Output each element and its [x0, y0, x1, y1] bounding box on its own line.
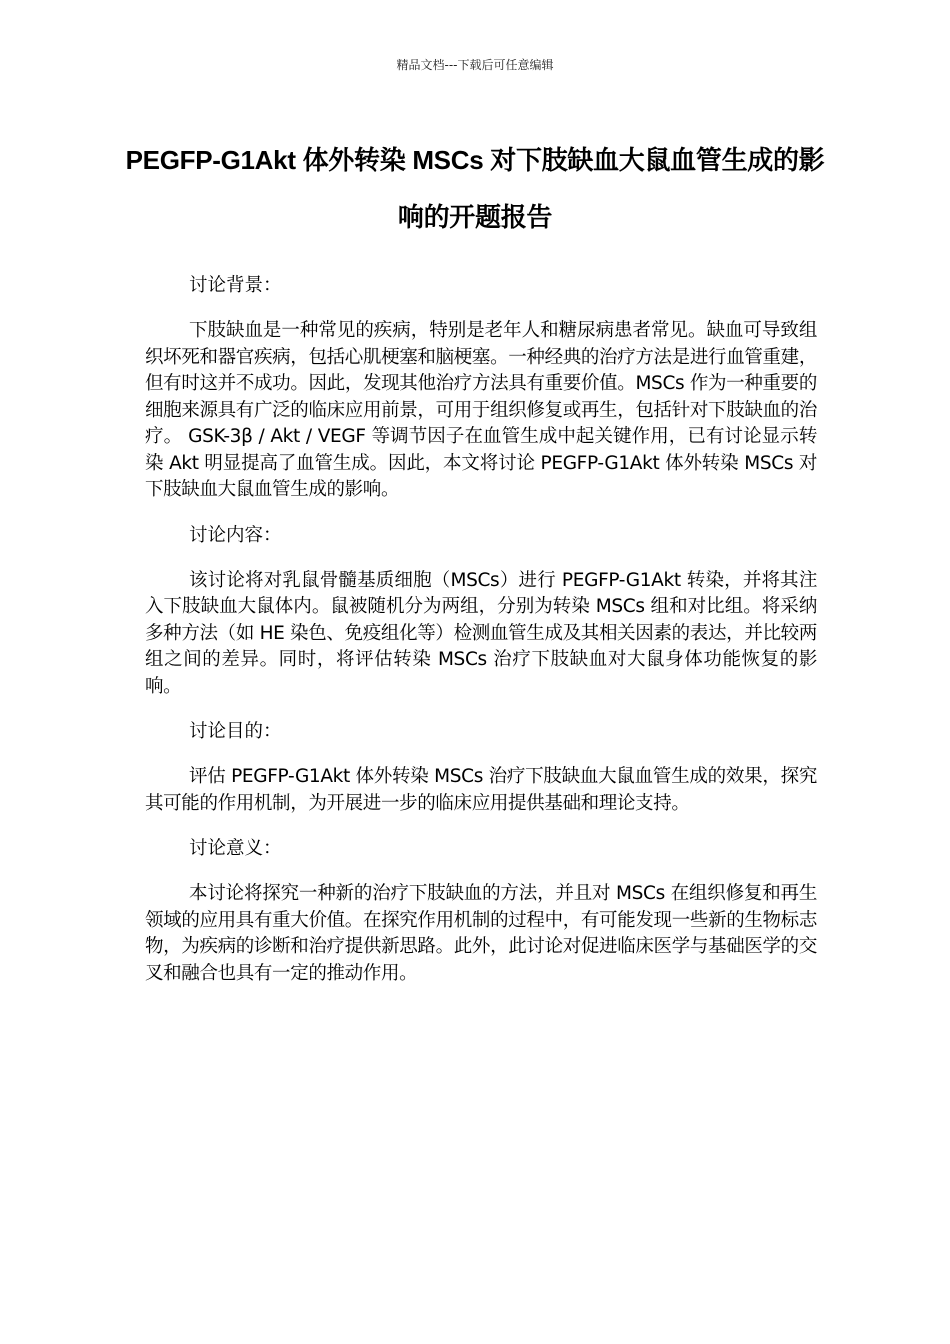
- section-heading-content: 讨论内容：: [189, 524, 282, 546]
- document-title: PEGFP-G1Akt 体外转染 MSCs 对下肢缺血大鼠血管生成的影响的开题报告: [125, 145, 825, 232]
- section-heading-background: 讨论背景：: [189, 275, 282, 296]
- section-content: [145, 522, 817, 701]
- section-purpose: [145, 718, 817, 817]
- paragraph-significance: 本讨论将探究一种新的治疗下肢缺血的方法，并且对 MSCs 在组织修复和再生领域的应用具有重大价值。在探究作用机制的过程中，有可能发现一些新的生物标志物，为疾病的诊断和治疗提供新思路。此外，此讨论对促进临床医学与基础医学的交叉和融合也具有一定的推动作用。: [145, 883, 817, 984]
- section-heading-purpose: 讨论目的：: [189, 721, 282, 742]
- paragraph-background: 下肢缺血是一种常见的疾病，特别是老年人和糖尿病患者常见。缺血可导致组织坏死和器官疾病，包括心肌梗塞和脑梗塞。一种经典的治疗方法是进行血管重建，但有时这并不成功。因此，发现其他治疗方法具有重要价值。MSCs 作为一种重要的细胞来源具有广泛的临床应用前景，可用于组织修复或再生，包括针对下肢缺血的治疗。 GSK-3β / Akt / VEGF 等调节因子在血管生成中起关键作用，已有讨论显示转染 Akt 明显提高了血管生成。因此，本文将讨论 PEGFP-G1Akt 体外转染 MSCs 对下肢缺血大鼠血管生成的影响。: [145, 320, 817, 500]
- header-note: 精品文档---下载后可任意编辑: [396, 58, 554, 72]
- paragraph-content: 该讨论将对乳鼠骨髓基质细胞（MSCs）进行 PEGFP-G1Akt 转染，并将其注入下肢缺血大鼠体内。鼠被随机分为两组，分别为转染 MSCs 组和对比组。将采纳多种方法（如 HE 染色、免疫组化等）检测血管生成及其相关因素的表达，并比较两组之间的差异。同时，将评估转染 MSCs 治疗下肢缺血对大鼠身体功能恢复的影响。: [145, 569, 817, 697]
- section-significance: [145, 835, 817, 987]
- document-body: [145, 272, 817, 1005]
- paragraph-purpose: 评估 PEGFP-G1Akt 体外转染 MSCs 治疗下肢缺血大鼠血管生成的效果，探究其可能的作用机制，为开展进一步的临床应用提供基础和理论支持。: [145, 766, 817, 814]
- section-background: [145, 272, 817, 504]
- section-heading-significance: 讨论意义：: [189, 838, 282, 859]
